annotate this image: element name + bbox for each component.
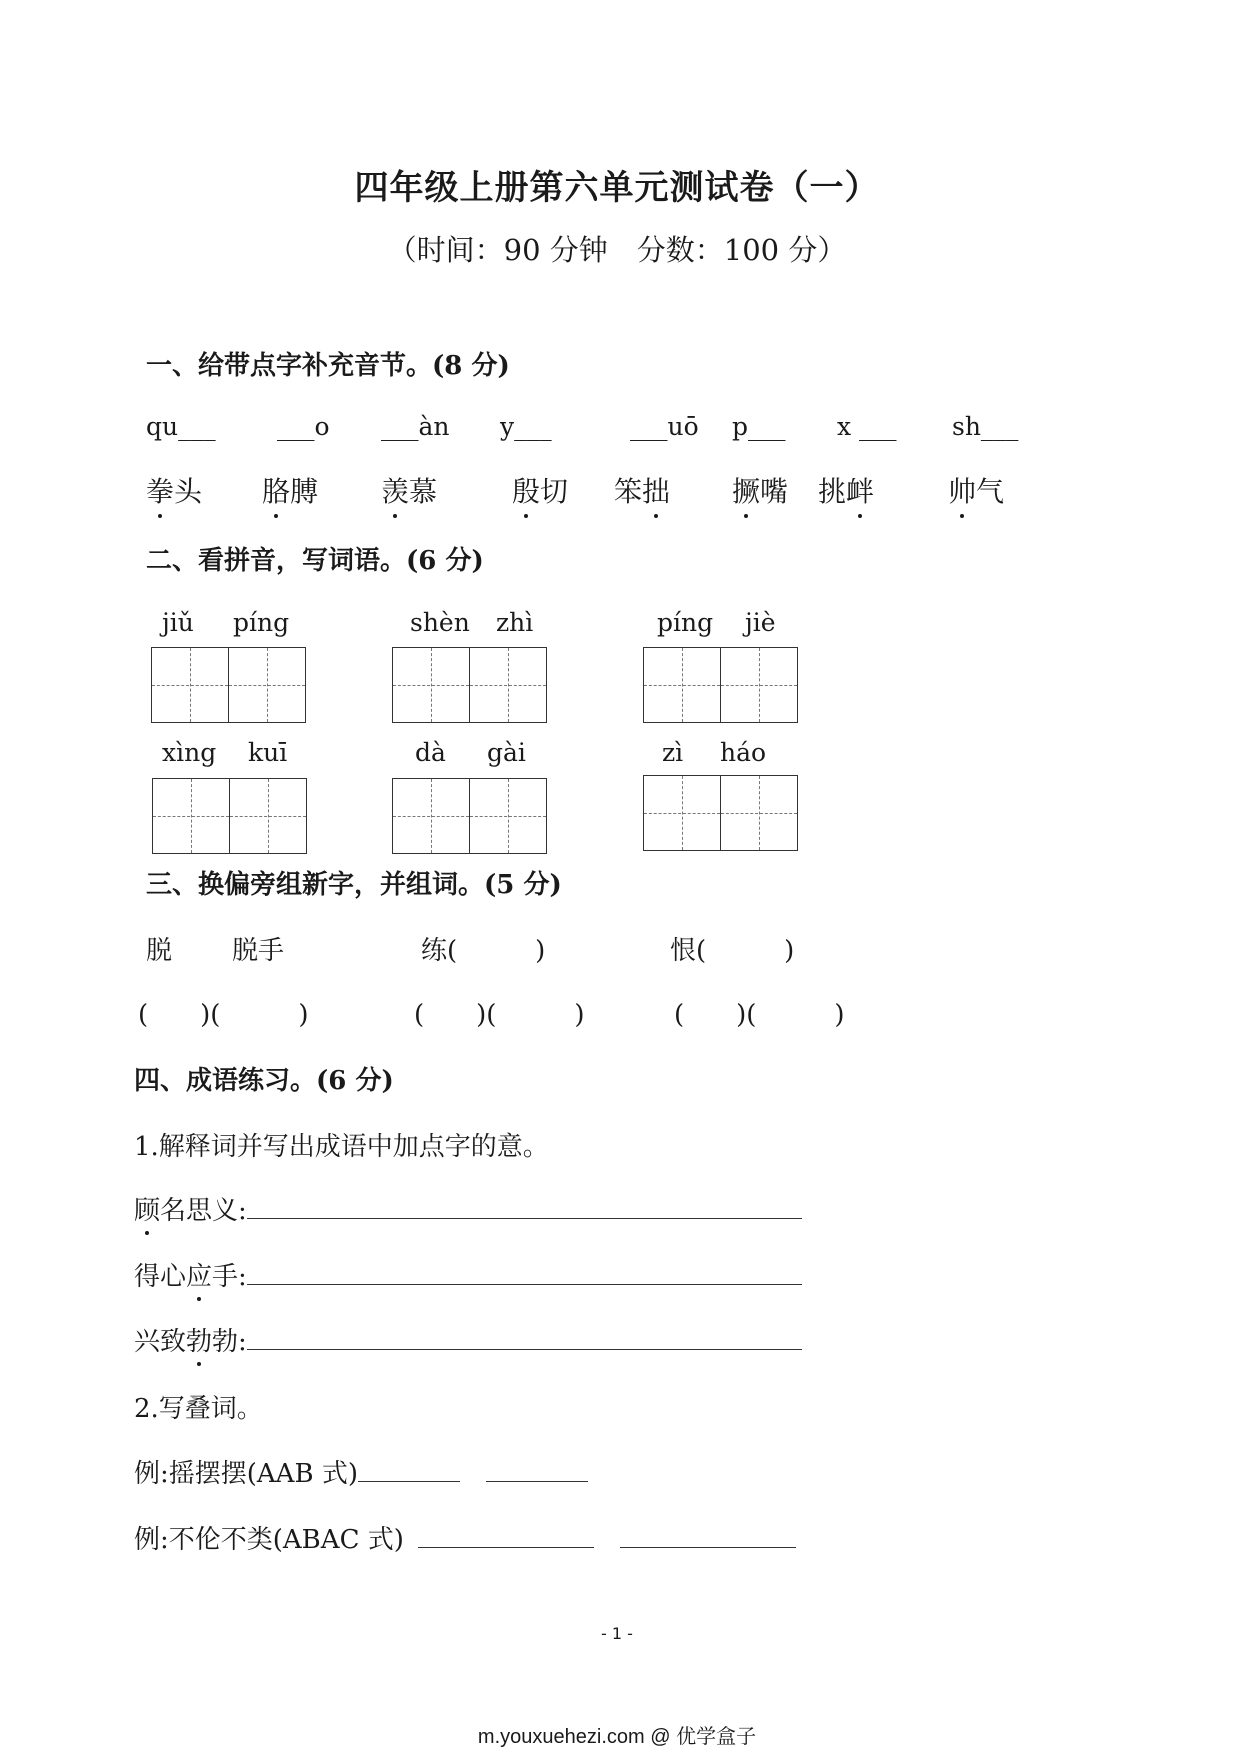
tianzige-cell[interactable] [644, 648, 720, 722]
tianzige-box[interactable] [152, 778, 307, 854]
tianzige-cell[interactable] [228, 648, 305, 722]
dotted-char: 应 [186, 1256, 212, 1293]
dotted-word: 拳头 [146, 470, 202, 510]
pinyin-label: shèn [410, 608, 470, 637]
tianzige-cell[interactable] [393, 648, 469, 722]
tianzige-cell[interactable] [469, 648, 546, 722]
dotted-char: 撅 [732, 470, 760, 510]
example-char: 脱 [146, 936, 173, 966]
answer-line[interactable] [247, 1264, 802, 1285]
blank-pair[interactable]: ( )( ) [674, 1000, 845, 1030]
dotted-word: 羡慕 [381, 470, 437, 510]
example-abac: 例:不伦不类(ABAC 式) [134, 1519, 796, 1556]
pinyin-label: xìng [162, 738, 217, 767]
char-item[interactable]: 练( ) [421, 936, 546, 966]
dotted-char: 勃 [186, 1321, 212, 1358]
tianzige-cell[interactable] [469, 779, 546, 853]
pinyin-label: jiè [745, 608, 776, 637]
pinyin-blank: y___ [500, 412, 552, 441]
section3-heading: 三、换偏旁组新字，并组词。(5 分) [146, 870, 562, 900]
blank-pair[interactable]: ( )( ) [138, 1000, 309, 1030]
tianzige-box[interactable] [392, 647, 547, 723]
answer-line[interactable] [486, 1461, 588, 1482]
pinyin-label: zhì [496, 608, 534, 637]
answer-line[interactable] [358, 1461, 460, 1482]
blank-pair[interactable]: ( )( ) [414, 1000, 585, 1030]
page-title: 四年级上册第六单元测试卷（一） [354, 168, 880, 208]
tianzige-cell[interactable] [229, 779, 306, 853]
tianzige-cell[interactable] [153, 779, 229, 853]
pinyin-label: zì [662, 738, 684, 767]
char-item[interactable]: 恨( ) [670, 936, 795, 966]
dotted-char: 羡 [381, 470, 409, 510]
pinyin-label: dà [415, 738, 446, 767]
pinyin-blank: qu___ [146, 412, 216, 441]
dotted-word: 笨拙 [614, 470, 670, 510]
tianzige-box[interactable] [643, 775, 798, 851]
answer-line[interactable] [247, 1198, 802, 1219]
tianzige-box[interactable] [392, 778, 547, 854]
pinyin-blank: x ___ [837, 412, 897, 441]
dotted-char: 拙 [642, 470, 670, 510]
idiom-line: 兴致勃勃: [134, 1321, 802, 1358]
tianzige-cell[interactable] [720, 776, 797, 850]
question-1: 1.解释词并写出成语中加点字的意。 [134, 1132, 549, 1162]
section4-heading: 四、成语练习。(6 分) [134, 1066, 394, 1096]
section2-heading: 二、看拼音，写词语。(6 分) [146, 546, 484, 576]
answer-line[interactable] [418, 1527, 594, 1548]
pinyin-label: píng [233, 608, 290, 637]
dotted-word: 撅嘴 [732, 470, 788, 510]
example-aab: 例:摇摆摆(AAB 式) [134, 1453, 588, 1490]
pinyin-label: kuī [248, 738, 288, 767]
dotted-char: 殷 [512, 470, 540, 510]
dotted-word: 殷切 [512, 470, 568, 510]
page-number: - 1 - [601, 1624, 633, 1643]
dotted-word: 挑衅 [818, 470, 874, 510]
pinyin-label: jiǔ [162, 608, 194, 637]
question-2: 2.写叠词。 [134, 1394, 263, 1424]
dotted-word: 帅气 [948, 470, 1004, 510]
dotted-char: 帅 [948, 470, 976, 510]
tianzige-box[interactable] [643, 647, 798, 723]
tianzige-cell[interactable] [393, 779, 469, 853]
answer-line[interactable] [247, 1329, 802, 1350]
dotted-char: 拳 [146, 470, 174, 510]
pinyin-blank: ___uō [630, 412, 699, 441]
dotted-word: 胳膊 [262, 470, 318, 510]
dotted-char: 顾 [134, 1190, 160, 1227]
example-word: 脱手 [232, 936, 285, 966]
pinyin-blank: p___ [732, 412, 786, 441]
answer-line[interactable] [620, 1527, 796, 1548]
footer-watermark: m.youxuehezi.com @ 优学盒子 [477, 1726, 757, 1748]
section1-heading: 一、给带点字补充音节。(8 分) [146, 351, 510, 381]
dotted-char: 胳 [262, 470, 290, 510]
tianzige-box[interactable] [151, 647, 306, 723]
dotted-char: 衅 [846, 470, 874, 510]
pinyin-label: háo [720, 738, 767, 767]
pinyin-blank: ___o [277, 412, 330, 441]
pinyin-blank: sh___ [952, 412, 1019, 441]
pinyin-label: píng [657, 608, 714, 637]
idiom-line: 得心应手: [134, 1256, 802, 1293]
tianzige-cell[interactable] [720, 648, 797, 722]
tianzige-cell[interactable] [152, 648, 228, 722]
pinyin-label: gài [487, 738, 526, 767]
page-subtitle: （时间：90 分钟 分数：100 分） [387, 233, 847, 267]
tianzige-cell[interactable] [644, 776, 720, 850]
pinyin-blank: ___àn [381, 412, 450, 441]
idiom-line: 顾名思义: [134, 1190, 802, 1227]
